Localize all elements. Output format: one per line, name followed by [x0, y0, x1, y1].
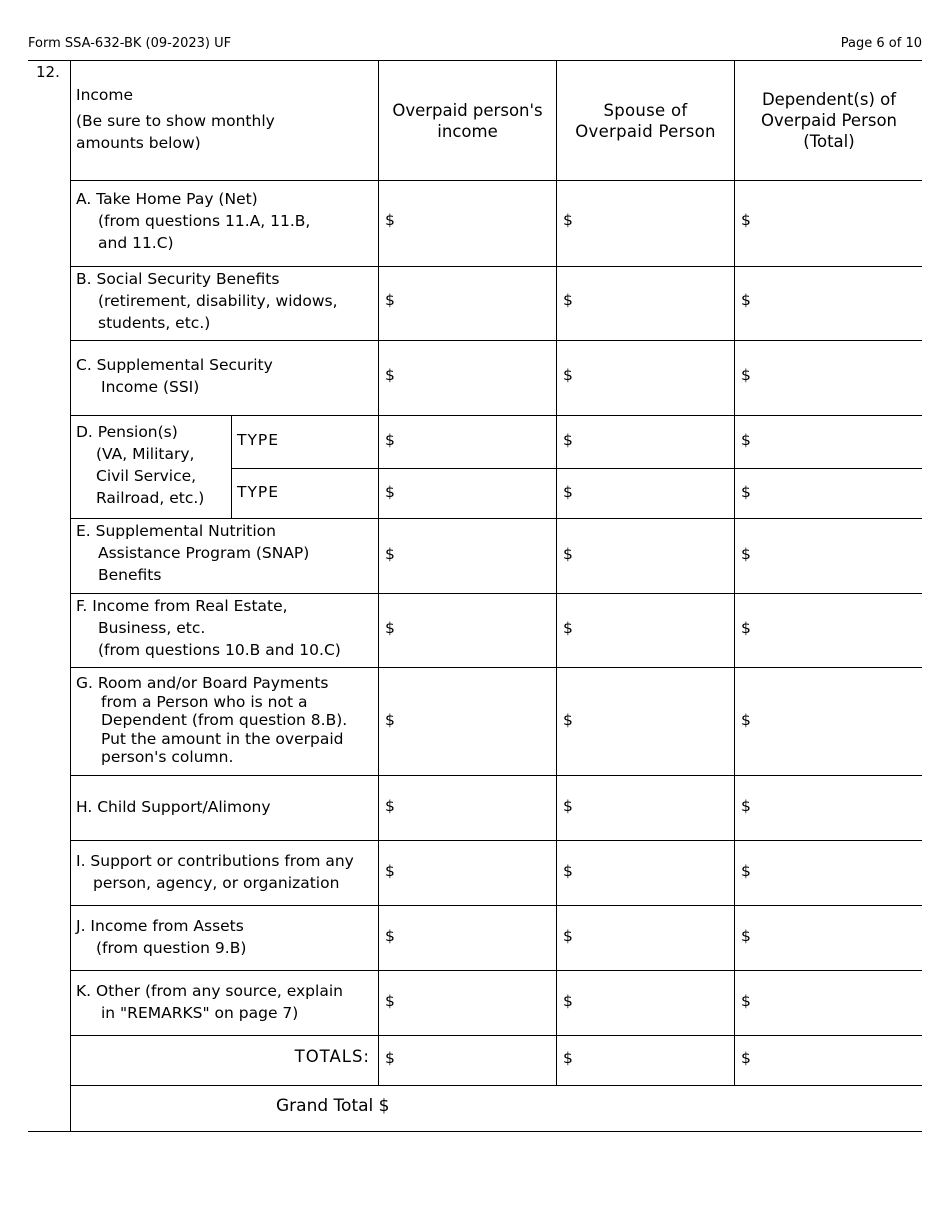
amount-field-k-dependents[interactable]: $	[741, 992, 751, 1010]
totals-label: TOTALS:	[294, 1047, 370, 1066]
amount-field-j-spouse[interactable]: $	[563, 927, 573, 945]
amount-field-e-spouse[interactable]: $	[563, 545, 573, 563]
row-h-label: H. Child Support/Alimony	[76, 798, 271, 816]
amount-field-h-dependents[interactable]: $	[741, 797, 751, 815]
row-a-label: A. Take Home Pay (Net) (from questions 11.A, 11.B, and 11.C)	[76, 190, 311, 252]
amount-field-a-dependents[interactable]: $	[741, 211, 751, 229]
amount-field-b-dependents[interactable]: $	[741, 291, 751, 309]
amount-field-h-overpaid[interactable]: $	[385, 797, 395, 815]
pension-type-label-1: TYPE	[237, 431, 280, 449]
row-rule	[70, 266, 922, 267]
amount-field-d1-overpaid[interactable]: $	[385, 431, 395, 449]
table-bottom-rule	[28, 1131, 922, 1132]
row-b-label: B. Social Security Benefits (retirement, disability, widows, students, etc.)	[76, 270, 338, 332]
amount-field-c-overpaid[interactable]: $	[385, 366, 395, 384]
row-rule	[70, 180, 922, 181]
row-rule	[70, 340, 922, 341]
amount-field-f-spouse[interactable]: $	[563, 619, 573, 637]
row-rule	[70, 1035, 922, 1036]
amount-field-d2-spouse[interactable]: $	[563, 483, 573, 501]
table-top-rule	[28, 60, 922, 61]
row-f-label: F. Income from Real Estate, Business, etc. (from questions 10.B and 10.C)	[76, 597, 341, 659]
amount-field-k-overpaid[interactable]: $	[385, 992, 395, 1010]
income-title: Income	[76, 86, 134, 104]
row-rule	[231, 468, 922, 469]
amount-field-e-dependents[interactable]: $	[741, 545, 751, 563]
overpaid-column-header: Overpaid person's income	[392, 100, 543, 141]
amount-field-a-overpaid[interactable]: $	[385, 211, 395, 229]
amount-field-b-overpaid[interactable]: $	[385, 291, 395, 309]
amount-field-h-spouse[interactable]: $	[563, 797, 573, 815]
column-divider-2	[556, 60, 557, 1086]
column-divider-3	[734, 60, 735, 1086]
amount-field-c-spouse[interactable]: $	[563, 366, 573, 384]
amount-field-j-dependents[interactable]: $	[741, 927, 751, 945]
pension-type-label-2: TYPE	[237, 483, 280, 501]
amount-field-d1-dependents[interactable]: $	[741, 431, 751, 449]
amount-field-e-overpaid[interactable]: $	[385, 545, 395, 563]
row-rule	[70, 905, 922, 906]
amount-field-d1-spouse[interactable]: $	[563, 431, 573, 449]
pension-type-divider	[231, 415, 232, 518]
row-j-label: J. Income from Assets (from question 9.B)	[76, 917, 247, 957]
amount-field-g-dependents[interactable]: $	[741, 711, 751, 729]
amount-field-c-dependents[interactable]: $	[741, 366, 751, 384]
amount-field-d2-dependents[interactable]: $	[741, 483, 751, 501]
grand-total-label: Grand Total $	[276, 1096, 390, 1116]
spouse-column-header: Spouse of Overpaid Person	[575, 100, 716, 141]
row-rule	[70, 1085, 922, 1086]
question-number: 12.	[36, 63, 60, 81]
row-rule	[70, 593, 922, 594]
row-rule	[70, 840, 922, 841]
amount-field-g-spouse[interactable]: $	[563, 711, 573, 729]
amount-field-f-dependents[interactable]: $	[741, 619, 751, 637]
amount-field-b-spouse[interactable]: $	[563, 291, 573, 309]
row-e-label: E. Supplemental Nutrition Assistance Program (SNAP) Benefits	[76, 522, 310, 584]
table-left-rule	[70, 60, 71, 1132]
row-g-label: G. Room and/or Board Payments from a Person who is not a Dependent (from question 8.B). Put the amount in the overpaid person's column.	[76, 674, 348, 766]
amount-field-k-spouse[interactable]: $	[563, 992, 573, 1010]
row-rule	[70, 667, 922, 668]
amount-field-totals-spouse[interactable]: $	[563, 1049, 573, 1067]
row-k-label: K. Other (from any source, explain in "REMARKS" on page 7)	[76, 982, 343, 1022]
row-rule	[70, 415, 922, 416]
row-rule	[70, 518, 922, 519]
amount-field-i-spouse[interactable]: $	[563, 862, 573, 880]
row-i-label: I. Support or contributions from any person, agency, or organization	[76, 852, 354, 892]
dependents-column-header: Dependent(s) of Overpaid Person (Total)	[760, 90, 898, 151]
amount-field-i-overpaid[interactable]: $	[385, 862, 395, 880]
column-divider-1	[378, 60, 379, 1086]
amount-field-g-overpaid[interactable]: $	[385, 711, 395, 729]
amount-field-f-overpaid[interactable]: $	[385, 619, 395, 637]
amount-field-j-overpaid[interactable]: $	[385, 927, 395, 945]
income-column-header	[76, 84, 316, 154]
row-rule	[70, 775, 922, 776]
amount-field-d2-overpaid[interactable]: $	[385, 483, 395, 501]
amount-field-totals-overpaid[interactable]: $	[385, 1049, 395, 1067]
income-note: (Be sure to show monthly amounts below)	[76, 112, 275, 152]
row-c-label: C. Supplemental Security Income (SSI)	[76, 356, 273, 396]
page-number: Page 6 of 10	[840, 36, 922, 51]
amount-field-i-dependents[interactable]: $	[741, 862, 751, 880]
form-id: Form SSA-632-BK (09-2023) UF	[28, 36, 232, 51]
amount-field-a-spouse[interactable]: $	[563, 211, 573, 229]
row-rule	[70, 970, 922, 971]
amount-field-totals-dependents[interactable]: $	[741, 1049, 751, 1067]
row-d-label: D. Pension(s) (VA, Military, Civil Service, Railroad, etc.)	[76, 423, 205, 507]
